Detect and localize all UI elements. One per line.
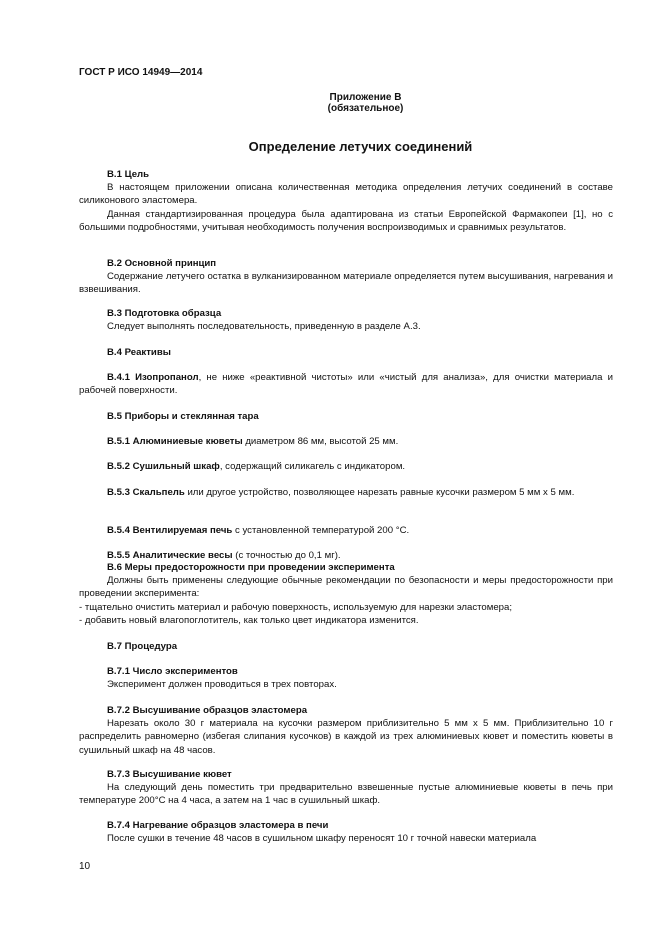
paragraph: После сушки в течение 48 часов в сушильном шкафу переносят 10 г точной навески материала: [107, 833, 537, 845]
item-title: В.5.2 Сушильный шкаф: [107, 461, 220, 472]
section-heading: В.3 Подготовка образца: [107, 308, 222, 319]
section-heading: В.2 Основной принцип: [107, 258, 217, 269]
item-b4-1: [79, 371, 613, 397]
appendix-status: (обязательное): [327, 103, 404, 114]
section-b7: [79, 640, 613, 653]
paragraph: В настоящем приложении описана количественная методика определения летучих соединений в составе силиконового эластомера.: [79, 182, 613, 207]
item-b5-3: [79, 486, 613, 499]
paragraph: Эксперимент должен проводиться в трех повторах.: [107, 679, 337, 691]
page-number: 10: [79, 861, 91, 872]
standard-header: ГОСТ Р ИСО 14949—2014: [79, 67, 203, 78]
section-b6: [79, 561, 613, 627]
page-title: Определение летучих соединений: [248, 139, 473, 154]
item-b5-4: [79, 524, 613, 537]
item-title: В.5.5 Аналитические весы: [107, 550, 233, 561]
item-title: В.5.4 Вентилируемая печь: [107, 525, 233, 536]
subsection-heading: В.7.2 Высушивание образцов эластомера: [107, 705, 308, 716]
section-b5: [79, 410, 613, 423]
section-b7-4: [79, 819, 613, 845]
section-heading: В.5 Приборы и стеклянная тара: [107, 411, 259, 422]
item-text: или другое устройство, позволяющее нарезать равные кусочки размером 5 мм х 5 мм.: [184, 487, 575, 498]
paragraph: Нарезать около 30 г материала на кусочки размером приблизительно 5 мм х 5 мм. Приблизительно 10 г распределить равномерно (избегая слипания кусочков) в каждой из трех алюминиевых кювет и поместить кюветы в сушильный шкаф на 48 часов.: [79, 718, 613, 756]
item-text: с установленной температурой 200 °C.: [232, 525, 410, 536]
section-heading: В.4 Реактивы: [107, 347, 171, 358]
item-title: В.5.3 Скальпель: [107, 487, 185, 498]
section-heading: В.6 Меры предосторожности при проведении эксперимента: [107, 562, 395, 573]
subsection-heading: В.7.4 Нагревание образцов эластомера в печи: [107, 820, 329, 831]
list-item: - тщательно очистить материал и рабочую поверхность, используемую для нарезки эластомера;: [79, 601, 513, 613]
section-b7-1: [79, 665, 613, 691]
paragraph: Содержание летучего остатка в вулканизированном материале определяется путем высушивания, нагревания и взвешивания.: [79, 271, 613, 296]
section-b3: [79, 307, 613, 333]
subsection-heading: В.7.3 Высушивание кювет: [107, 769, 232, 780]
item-text: (с точностью до 0,1 мг).: [232, 550, 341, 561]
appendix-label: Приложение В: [329, 92, 402, 103]
subsection-heading: В.7.1 Число экспериментов: [107, 666, 238, 677]
section-b1: [79, 168, 613, 234]
item-b5-1: [79, 435, 613, 448]
item-text: диаметром 86 мм, высотой 25 мм.: [242, 436, 399, 447]
paragraph: Следует выполнять последовательность, приведенную в разделе А.3.: [107, 321, 421, 333]
section-heading: В.7 Процедура: [107, 641, 178, 652]
section-b7-3: [79, 768, 613, 808]
list-item: - добавить новый влагопоглотитель, как только цвет индикатора изменится.: [79, 614, 419, 626]
paragraph: Данная стандартизированная процедура была адаптирована из статьи Европейской Фармакопеи [1], но с большими подробностями, учитывая необходимость получения воспроизводимых и сравнимых результатов.: [79, 208, 613, 233]
item-text: , не ниже «реактивной чистоты» или «чистый для анализа», для очистки материала и рабочей поверхности.: [79, 372, 613, 397]
paragraph: Должны быть применены следующие обычные рекомендации по безопасности и меры предосторожности при проведении эксперимента:: [79, 575, 613, 600]
item-title: В.5.1 Алюминиевые кюветы: [107, 436, 243, 447]
section-b2: [79, 257, 613, 297]
item-b5-2: [79, 460, 613, 473]
item-text: , содержащий силикагель с индикатором.: [219, 461, 406, 472]
section-b7-2: [79, 704, 613, 757]
paragraph: На следующий день поместить три предварительно взвешенные пустые алюминиевые кюветы в печь при температуре 200°С на 4 часа, а затем на 1 час в сушильный шкаф.: [79, 782, 613, 807]
section-b4: [79, 346, 613, 359]
item-title: В.4.1 Изопропанол: [107, 372, 199, 383]
section-heading: В.1 Цель: [107, 169, 150, 180]
